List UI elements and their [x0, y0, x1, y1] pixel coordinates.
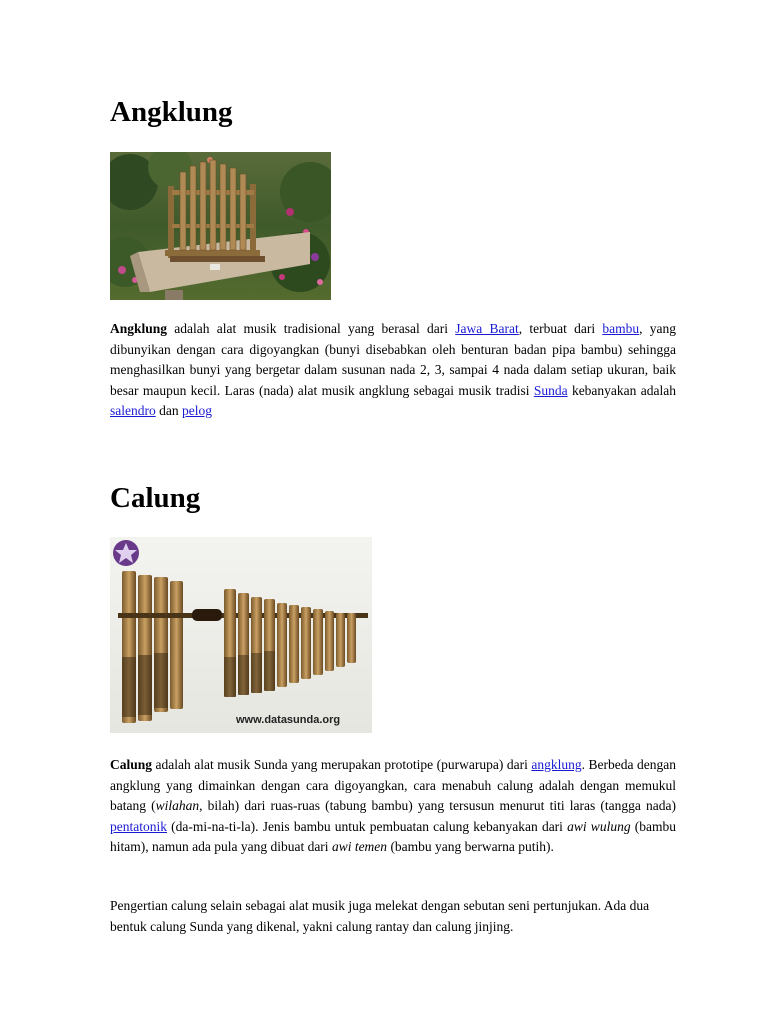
calung-paragraph-2: Pengertian calung selain sebagai alat musik juga melekat dengan sebutan seni pertunjukan. Ada dua bentuk calung Sunda yang dikenal, yakni calung rantay dan calung jinjing.: [110, 898, 650, 934]
link-bambu[interactable]: bambu: [602, 321, 640, 336]
text-run: (bambu yang berwarna putih).: [387, 839, 554, 854]
bold-term: Calung: [110, 757, 153, 772]
text-run: (da-mi-na-ti-la). Jenis bambu untuk pembuatan calung kebanyakan dari: [167, 818, 568, 834]
text-run: , bilah) dari ruas-ruas (tabung bambu) yang tersusun menurut titi laras (tangga nada): [199, 798, 676, 813]
link-sunda[interactable]: Sunda: [533, 382, 568, 398]
calung-paragraph-1: [110, 755, 676, 858]
italic-term: awi wulung: [567, 818, 631, 834]
angklung-paragraph: [110, 319, 676, 422]
text-run: kebanyakan adalah: [567, 382, 676, 398]
text-run: adalah alat musik tradisional yang berasal dari: [167, 321, 456, 336]
link-angklung[interactable]: angklung: [531, 757, 582, 772]
text-run: adalah alat musik Sunda yang merupakan prototipe (purwarupa) dari: [152, 757, 532, 772]
text-run: (bambu hitam), namun ada pula yang dibuat dari: [110, 818, 676, 854]
text-run: dan: [155, 403, 182, 418]
italic-term: awi temen: [331, 839, 388, 854]
italic-term: wilahan: [155, 798, 200, 813]
bold-term: Angklung: [110, 321, 168, 336]
calung-photo-svg: [110, 537, 372, 733]
heading-calung: Calung: [110, 482, 201, 514]
link-jawa-barat[interactable]: Jawa Barat: [455, 321, 519, 336]
heading-angklung: Angklung: [110, 96, 233, 128]
text-run: , terbuat dari: [518, 321, 603, 336]
angklung-photo: [110, 152, 331, 300]
text-run: , yang dibunyikan dengan cara digoyangkan (bunyi disebabkan oleh benturan badan pipa bambu) sehingga menghasilkan bunyi yang bergetar dalam susunan nada 2, 3, sampai 4 nada dalam setiap ukuran, baik besar maupun kecil. Laras (nada) alat musik angklung sebagai musik tradisi: [110, 321, 676, 398]
link-pentatonik[interactable]: pentatonik: [110, 818, 167, 834]
angklung-photo-svg: [110, 152, 331, 300]
calung-photo: [110, 537, 372, 733]
link-pelog[interactable]: pelog: [181, 403, 212, 418]
link-salendro[interactable]: salendro: [110, 403, 156, 418]
image-watermark: www.datasunda.org: [236, 714, 341, 726]
text-run: . Berbeda dengan angklung yang dimainkan dengan cara digoyangkan, cara menabuh calung adalah dengan memukul batang (: [110, 757, 677, 813]
